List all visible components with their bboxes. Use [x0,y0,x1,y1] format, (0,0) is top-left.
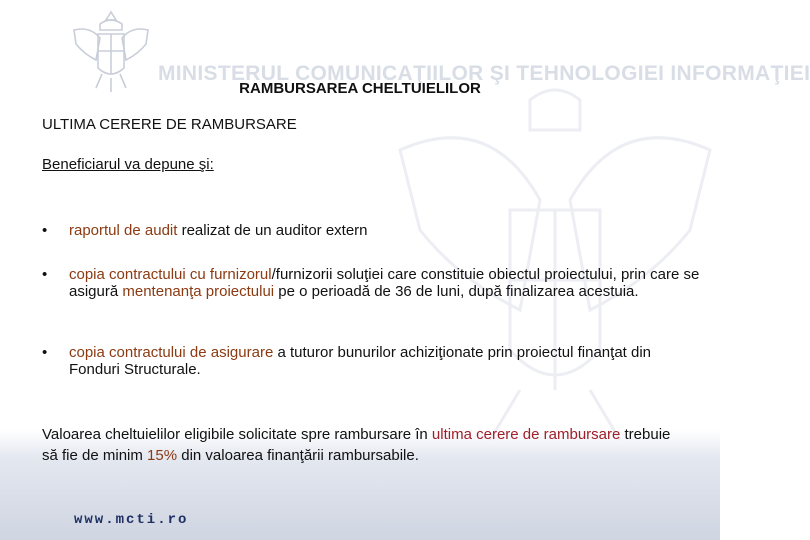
plain-text: realizat de un auditor extern [177,222,368,239]
slide-subtitle: ULTIMA CERERE DE RAMBURSARE [42,116,297,133]
highlight-text: mentenanţa proiectului [122,283,275,300]
plain-text: Valoarea cheltuielilor eligibile solicitate spre rambursare în [42,426,432,443]
highlight-text: 15% [147,447,178,464]
list-item-text [69,266,706,300]
plain-text: a tuturor bunurilor achiziţionate prin proiectul finanţat din Fonduri Structurale. [69,344,652,378]
plain-text: pe o perioadă de 36 de luni, după finalizarea acestuia. [274,283,639,300]
intro-text: Beneficiarul va depune şi: [42,156,214,173]
plain-text: trebuie să fie de minim [42,426,671,464]
bullet-icon: • [42,266,48,283]
list-item [42,266,706,300]
highlight-text: ultima cerere de rambursare [431,426,621,443]
bullet-icon: • [42,222,48,239]
list-item-text [69,344,706,378]
ministry-header: MINISTERUL COMUNICAŢIILOR ŞI TEHNOLOGIEI INFORMAŢIEI [158,62,810,85]
list-item [42,222,706,239]
highlight-text: copia contractului de asigurare [69,344,274,361]
plain-text: din valoarea finanţării rambursabile. [177,447,419,464]
closing-paragraph [42,424,682,466]
plain-text: /furnizorii soluţiei care constituie obiectul proiectului, prin care se asigură [69,266,700,300]
highlight-text: copia contractului cu furnizorul [69,266,272,283]
footer-url: www.mcti.ro [74,512,189,528]
bullet-icon: • [42,344,48,361]
slide-title: RAMBURSAREA CHELTUIELILOR [239,80,481,97]
highlight-text: raportul de audit [69,222,178,239]
list-item [42,344,706,378]
list-item-text [69,222,706,239]
